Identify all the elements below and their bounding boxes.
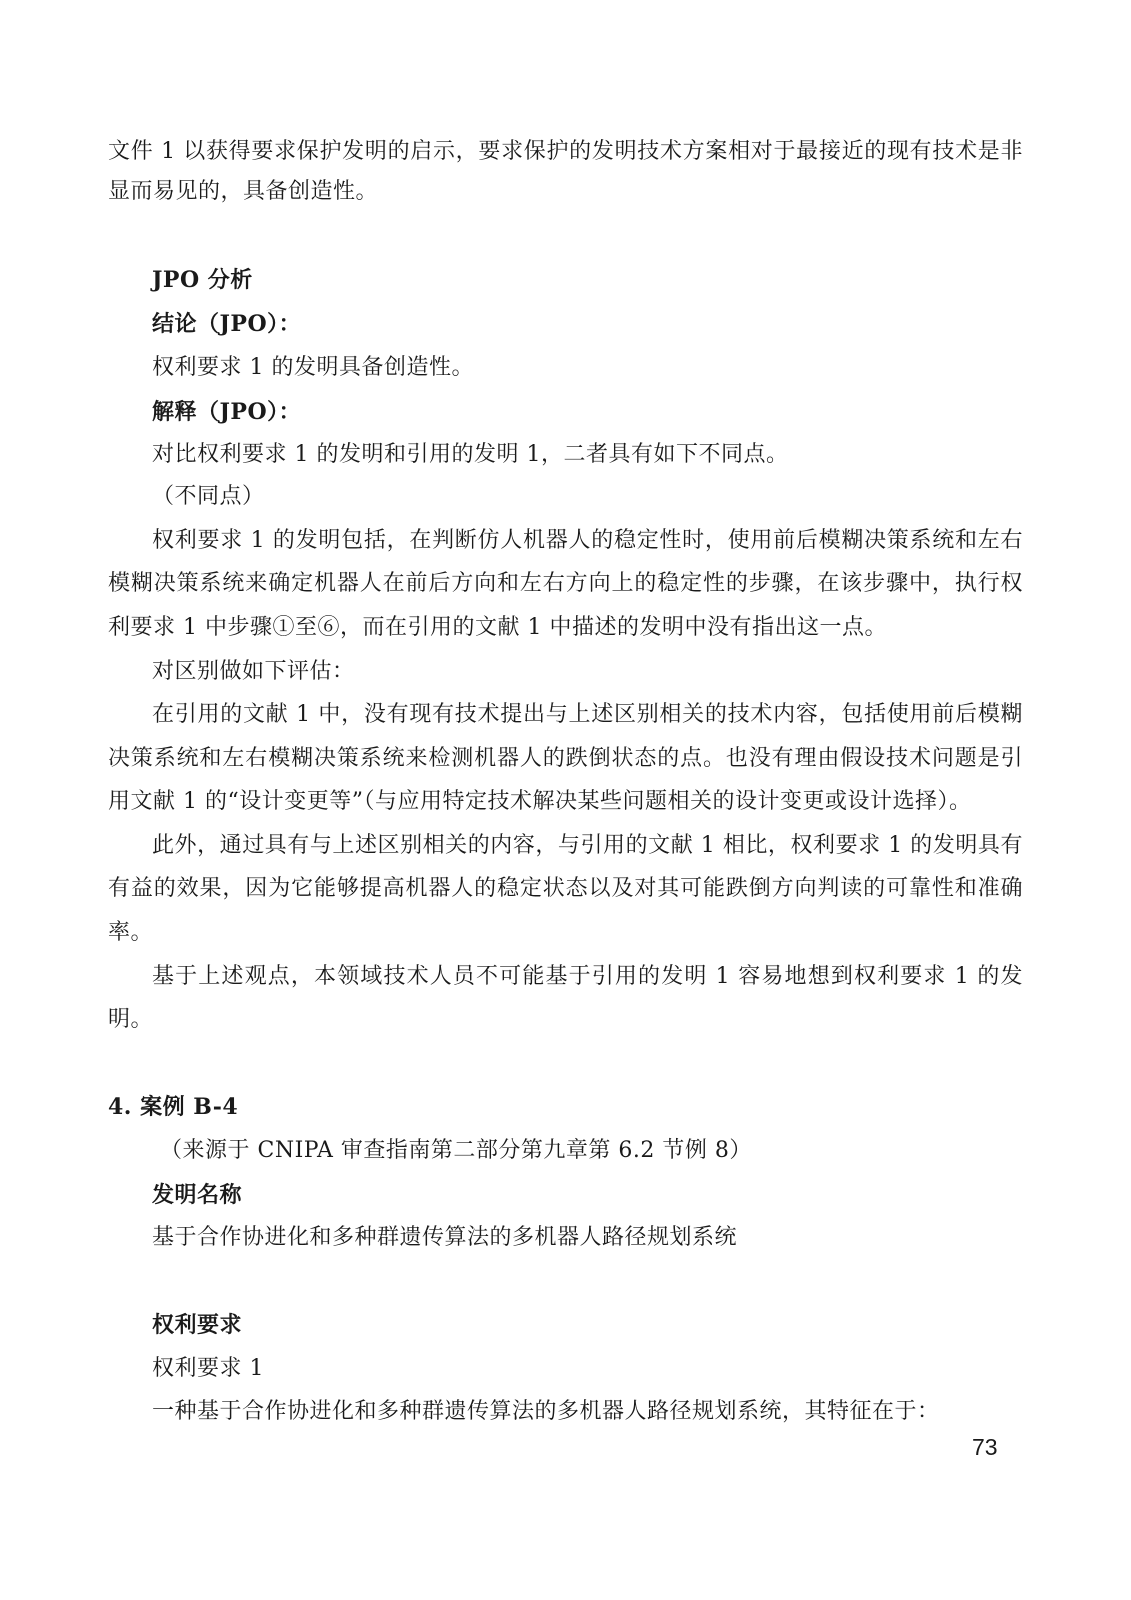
paragraph-line: 在引用的文献 1 中，没有现有技术提出与上述区别相关的技术内容，包括使用前后模糊: [152, 702, 1023, 727]
paragraph-line: 基于上述观点，本领域技术人员不可能基于引用的发明 1 容易地想到权利要求 1 的发: [152, 964, 1023, 989]
explanation-text: 对比权利要求 1 的发明和引用的发明 1，二者具有如下不同点。: [152, 442, 789, 467]
page-number: 73: [972, 1434, 998, 1460]
case-source: （来源于 CNIPA 审查指南第二部分第九章第 6.2 节例 8）: [160, 1138, 752, 1163]
paragraph-line: 率。: [108, 920, 154, 945]
claim-label: 权利要求 1: [152, 1356, 264, 1381]
evaluation-intro: 对区别做如下评估：: [152, 659, 355, 684]
paragraph-line: 此外，通过具有与上述区别相关的内容，与引用的文献 1 相比，权利要求 1 的发明具有: [152, 833, 1023, 858]
invention-name: 基于合作协进化和多种群遗传算法的多机器人路径规划系统: [152, 1225, 738, 1250]
paragraph-line: 权利要求 1 的发明包括，在判断仿人机器人的稳定性时，使用前后模糊决策系统和左右: [152, 528, 1023, 553]
paragraph-line: 明。: [108, 1007, 154, 1032]
paragraph-line: 文件 1 以获得要求保护发明的启示，要求保护的发明技术方案相对于最接近的现有技术是非: [108, 139, 1023, 164]
claim-text: 一种基于合作协进化和多种群遗传算法的多机器人路径规划系统，其特征在于：: [152, 1399, 940, 1424]
claims-heading: 权利要求: [152, 1312, 243, 1338]
paragraph-line: 用文献 1 的“设计变更等”（与应用特定技术解决某些问题相关的设计变更或设计选择）。: [108, 789, 972, 814]
explanation-heading: 解释（JPO）：: [152, 399, 302, 425]
difference-label: （不同点）: [152, 484, 265, 509]
paragraph-line: 显而易见的，具备创造性。: [108, 179, 379, 204]
paragraph-line: 决策系统和左右模糊决策系统来检测机器人的跌倒状态的点。也没有理由假设技术问题是引: [108, 746, 1023, 771]
paragraph-line: 模糊决策系统来确定机器人在前后方向和左右方向上的稳定性的步骤，在该步骤中，执行权: [108, 571, 1023, 596]
conclusion-text: 权利要求 1 的发明具备创造性。: [152, 355, 474, 380]
invention-name-heading: 发明名称: [152, 1182, 243, 1208]
conclusion-heading: 结论（JPO）：: [152, 311, 302, 337]
section-heading-jpo: JPO 分析: [152, 267, 253, 293]
paragraph-line: 利要求 1 中步骤①至⑥，而在引用的文献 1 中描述的发明中没有指出这一点。: [108, 615, 887, 640]
paragraph-line: 有益的效果，因为它能够提高机器人的稳定状态以及对其可能跌倒方向判读的可靠性和准确: [108, 876, 1023, 901]
case-heading: 4. 案例 B-4: [108, 1094, 239, 1120]
